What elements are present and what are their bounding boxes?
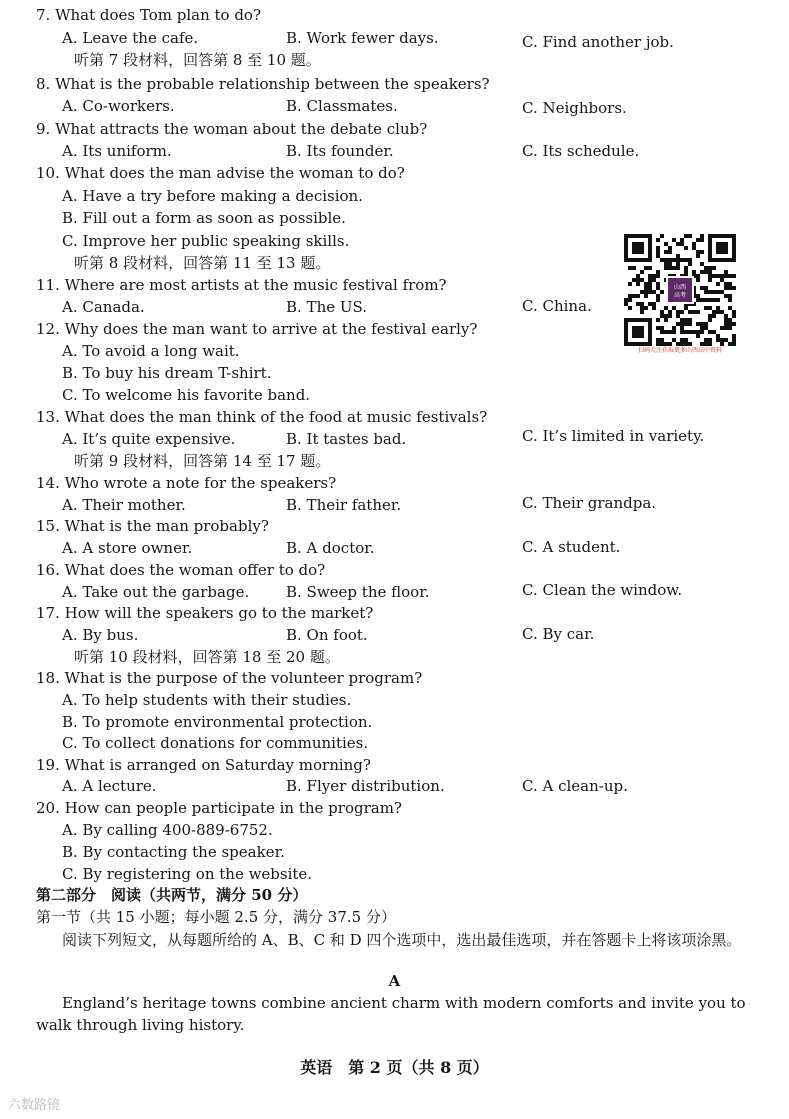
corner-watermark: 六数路镜	[8, 1098, 61, 1113]
section-one-title: 第一节（共 15 小题；每小题 2.5 分，满分 37.5 分）	[36, 908, 396, 926]
listening-instruction-7: 听第 7 段材料，回答第 8 至 10 题。	[74, 51, 321, 69]
question-12-option-a: A. To avoid a long wait.	[62, 342, 240, 360]
question-18-option-b: B. To promote environmental protection.	[62, 713, 373, 731]
question-20-option-c: C. By registering on the website.	[62, 865, 313, 883]
question-14-option-a: A. Their mother.	[62, 496, 186, 514]
question-20-option-a: A. By calling 400-889-6752.	[62, 821, 273, 839]
passage-a-intro: England’s heritage towns combine ancient charm with modern comforts and invite you to walk through living history.	[36, 994, 746, 1034]
listening-instruction-10: 听第 10 段材料，回答第 18 至 20 题。	[74, 648, 340, 666]
question-11-stem: 11. Where are most artists at the music festival from?	[36, 276, 447, 294]
passage-label: A	[388, 972, 401, 990]
question-9-option-c: C. Its schedule.	[522, 142, 640, 160]
question-8-option-a: A. Co-workers.	[62, 97, 175, 115]
question-16-option-b: B. Sweep the floor.	[286, 583, 430, 601]
question-15-stem: 15. What is the man probably?	[36, 517, 269, 535]
question-7-option-b: B. Work fewer days.	[286, 29, 439, 47]
listening-instruction-9: 听第 9 段材料，回答第 14 至 17 题。	[74, 452, 331, 470]
question-12-stem: 12. Why does the man want to arrive at the festival early?	[36, 320, 478, 338]
question-13-option-c: C. It’s limited in variety.	[522, 427, 705, 445]
question-8-option-c: C. Neighbors.	[522, 99, 627, 117]
question-8-stem: 8. What is the probable relationship between the speakers?	[36, 75, 490, 93]
qr-code-block	[622, 234, 738, 355]
question-10-option-a: A. Have a try before making a decision.	[62, 187, 363, 205]
qr-logo-text-2: 高考	[673, 292, 687, 299]
question-7-stem: 7. What does Tom plan to do?	[36, 6, 262, 24]
question-13-stem: 13. What does the man think of the food at music festivals?	[36, 408, 488, 426]
question-16-option-a: A. Take out the garbage.	[62, 583, 250, 601]
question-20-stem: 20. How can people participate in the program?	[36, 799, 402, 817]
qr-caption: 扫码关注获取更多山西高中资料	[637, 347, 722, 354]
question-19-option-b: B. Flyer distribution.	[286, 777, 445, 795]
question-16-option-c: C. Clean the window.	[522, 581, 683, 599]
question-12-option-b: B. To buy his dream T-shirt.	[62, 364, 272, 382]
question-17-option-b: B. On foot.	[286, 626, 368, 644]
question-18-option-c: C. To collect donations for communities.	[62, 734, 369, 752]
reading-instruction: 阅读下列短文，从每题所给的 A、B、C 和 D 四个选项中，选出最佳选项，并在答题卡上将该项涂黑。	[62, 931, 742, 949]
question-10-stem: 10. What does the man advise the woman to do?	[36, 164, 405, 182]
question-9-stem: 9. What attracts the woman about the debate club?	[36, 120, 428, 138]
part-two-title: 第二部分 阅读（共两节，满分 50 分）	[36, 886, 308, 904]
question-17-stem: 17. How will the speakers go to the market?	[36, 604, 374, 622]
question-20-option-b: B. By contacting the speaker.	[62, 843, 285, 861]
question-14-option-c: C. Their grandpa.	[522, 494, 657, 512]
question-9-option-a: A. Its uniform.	[62, 142, 172, 160]
question-15-option-b: B. A doctor.	[286, 539, 375, 557]
listening-instruction-8: 听第 8 段材料，回答第 11 至 13 题。	[74, 254, 331, 272]
question-9-option-b: B. Its founder.	[286, 142, 394, 160]
question-14-option-b: B. Their father.	[286, 496, 402, 514]
question-15-option-c: C. A student.	[522, 538, 621, 556]
question-17-option-c: C. By car.	[522, 625, 595, 643]
question-13-option-b: B. It tastes bad.	[286, 430, 407, 448]
qr-logo-text-1: 山西	[673, 284, 687, 291]
question-19-option-c: C. A clean-up.	[522, 777, 628, 795]
question-17-option-a: A. By bus.	[62, 626, 139, 644]
question-8-option-b: B. Classmates.	[286, 97, 398, 115]
question-11-option-b: B. The US.	[286, 298, 368, 316]
question-18-option-a: A. To help students with their studies.	[62, 691, 352, 709]
question-13-option-a: A. It’s quite expensive.	[62, 430, 236, 448]
question-7-option-a: A. Leave the cafe.	[62, 29, 199, 47]
question-11-option-a: A. Canada.	[62, 298, 145, 316]
question-16-stem: 16. What does the woman offer to do?	[36, 561, 326, 579]
question-19-option-a: A. A lecture.	[62, 777, 157, 795]
page-footer: 英语 第 2 页（共 8 页）	[300, 1058, 489, 1077]
question-15-option-a: A. A store owner.	[62, 539, 193, 557]
question-10-option-c: C. Improve her public speaking skills.	[62, 232, 350, 250]
question-11-option-c: C. China.	[522, 297, 592, 315]
question-14-stem: 14. Who wrote a note for the speakers?	[36, 474, 337, 492]
question-7-option-c: C. Find another job.	[522, 33, 674, 51]
question-19-stem: 19. What is arranged on Saturday morning?	[36, 756, 371, 774]
question-18-stem: 18. What is the purpose of the volunteer program?	[36, 669, 423, 687]
qr-code-image	[624, 234, 736, 346]
question-12-option-c: C. To welcome his favorite band.	[62, 386, 311, 404]
question-10-option-b: B. Fill out a form as soon as possible.	[62, 209, 346, 227]
